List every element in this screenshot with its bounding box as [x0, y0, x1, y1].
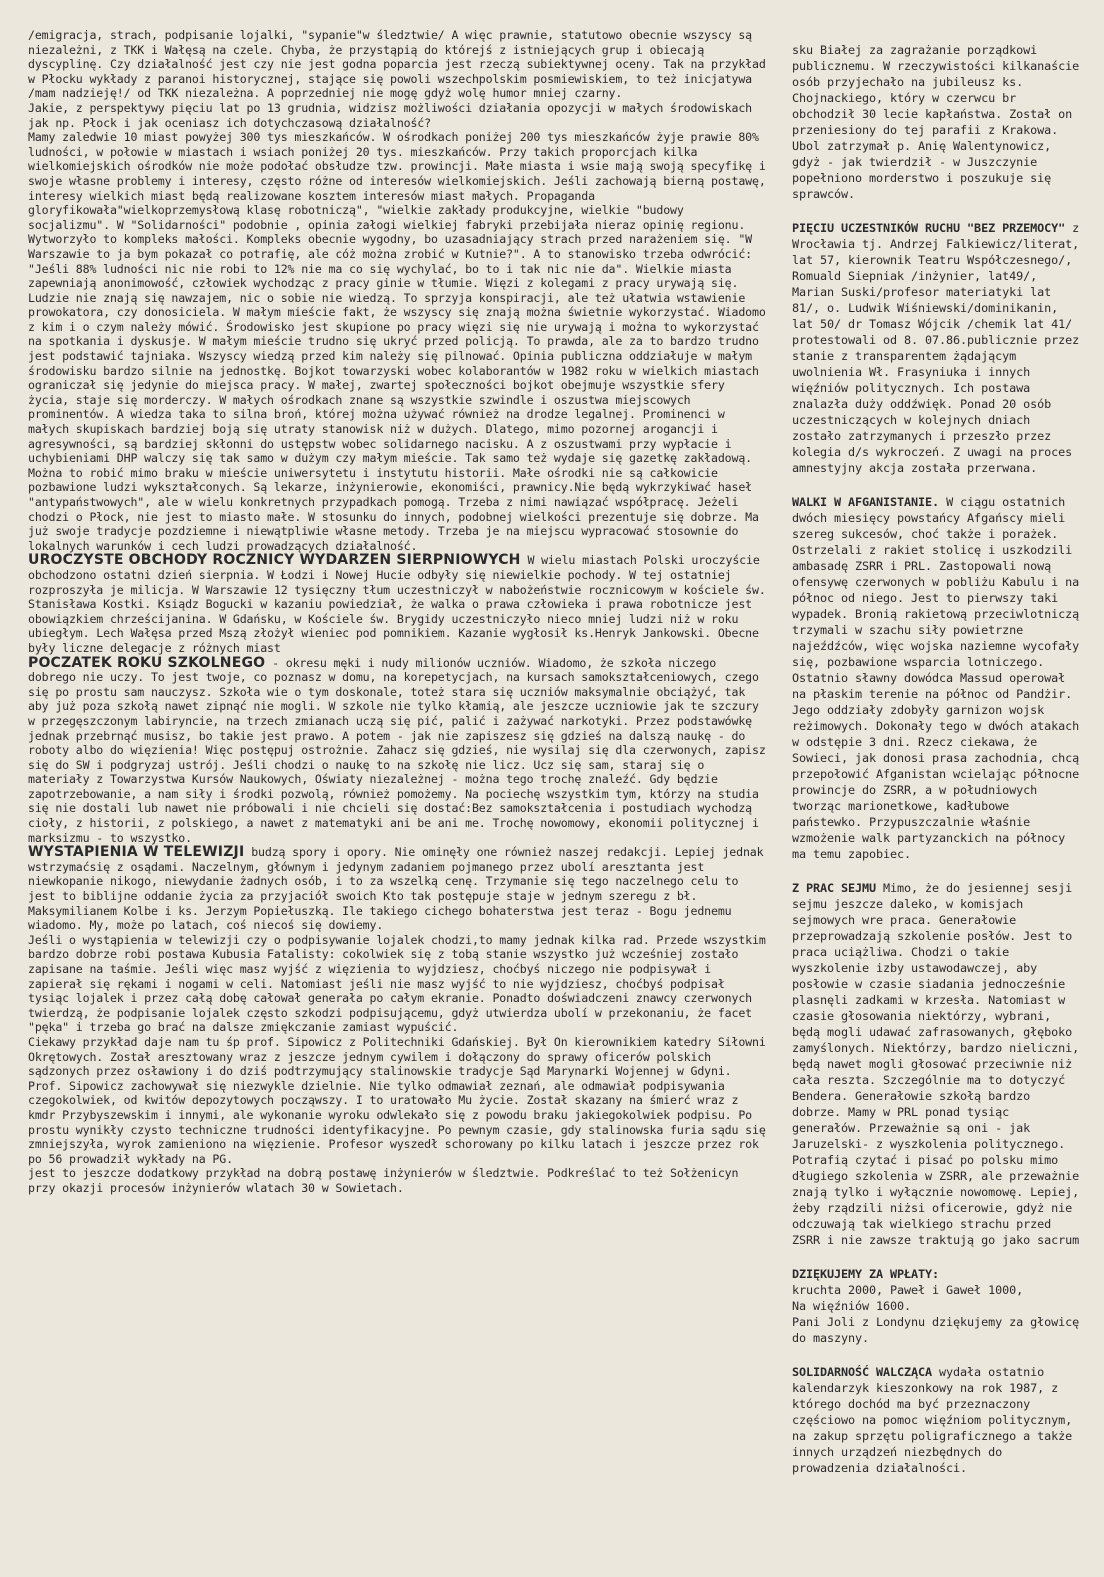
body-tv: budzą spory i opory. Nie ominęły one również naszej redakcji. Lepiej jednak wstrzymaćsię z osądami. Naczelnym, głównym i jedynym zadaniem pojmanego przez ubolí aresztanta jest niewkopanie nikogo, niewydanie żadnych osób, i to za wszelką cenę. Trzymanie się tego naczelnego celu to jest to biblijne oddanie życia za przyjaciół swoich Kto tak postępuje staje w jednym szeregu z bł. Maksymilianem Kolbe i ks. Jerzym Popiełuszką. Ile takiego cichego bohaterstwa jest teraz - Bogu jednemu wiadomo. My, może po latach, coś niecoś się dowiemy. [28, 845, 764, 933]
tv-paragraph-2: Jeśli o wystąpienia w telewizji czy o podpisywanie lojalek chodzi,to mamy jednak kilka rad. Przede wszystkim bardzo dobrze robi postawa Kubusia Fatalisty: cokolwiek się z tobą stanie wszystko już wcześniej zostało zapisane na taśmie. Jeśli więc masz wyjść z więzienia to wyjdziesz, choćbyś niczego nie podpisywał i zapierał się rękami i nogami w celi. Natomiast jeśli nie masz wyjść to nie wyjdziesz, choćbyś podpisał tysiąc lojalek i przez całą dobę całował generała po całym ekranie. Ponadto doświadczeni znawcy czerwonych twierdzą, że podpisanie lojalek często szkodzi podpisującemu, gdyż utwierdza ubolí w przekonaniu, że facet "pęka" i trzeba go brać na dalsze zmiękczanie zamiast wypuścić. [28, 932, 766, 1035]
left-column [28, 28, 768, 1196]
headline-bez-przemocy: PIĘCIU UCZESTNIKÓW RUCHU "BEZ PRZEMOCY" [792, 221, 1066, 235]
tv-paragraph-4: jest to jeszcze dodatkowy przykład na dobrą postawę inżynierów w śledztwie. Podkreślać to też Sołżenicyn przy okazji procesów inżynierów wlatach 30 w Sowietach. [28, 1166, 739, 1195]
body-afghanistan: W ciągu ostatnich dwóch miesięcy powstańcy Afgańscy mieli szereg sukcesów, choć także i porażek. Ostrzelali z rakiet stolicę i uszkodzili ambasadę ZSRR i PRL. Zastopowali nową ofensywę czerwonych w pobliżu Kabulu i na północ od niego. Jest to pierwszy taki wypadek. Bronią rakietową przeciwlotniczą trzymali w szachu siły powietrzne najeźdźców, więc wojska naziemne wycofały się, pozbawione wsparcia lotniczego. Ostatnio sławny dowódca Massud operował na płaskim terenie na północ od Pandżir. Jego oddziały zdobyły garnizon wojsk reżimowych. Dokonały tego w dwóch atakach w odstępie 3 dni. Rzecz ciekawa, że Sowieci, jak donosi prasa zachodnia, chcą przepołowić Afganistan wcielając północne prowincje do ZSRR, a w południowych tworząc marionetkowe, kadłubowe państewko. Przypuszczalnie właśnie wzmożenie walk partyzanckich na północy ma temu zapobiec. [792, 495, 1080, 861]
donation-line-1: kruchta 2000, Paweł i Gaweł 1000, [792, 1283, 1024, 1297]
article-sejm [792, 880, 1084, 1248]
donation-line-3: Pani Joli z Londynu dziękujemy za głowicę do maszyny. [792, 1315, 1080, 1345]
article-tv [28, 845, 768, 933]
headline-tv: WYSTAPIENIA W TELEWIZJI [28, 844, 245, 861]
continued-paragraph: sku Białej za zagrażanie porządkowi publicznemu. W rzeczywistości kilkanaście osób przyjechało na jubileusz ks. Chojnackiego, który w czerwcu br obchodził 30 lecie kapłaństwa. Został on przeniesiony do tej parafii z Krakowa. Ubol zatrzymał p. Anię Walentynowicz, gdyż - jak twierdził - w Juszczynie popełniono morderstwo i poszukuje się sprawców. [792, 43, 1080, 201]
body-bez-przemocy: z Wrocławia tj. Andrzej Falkiewicz/literat, lat 57, kierownik Teatru Współczesnego/, Romuald Siepniak /inżynier, lat49/, Marian Suski/profesor materiatyki lat 81/, o. Ludwik Wiśniewski/dominikanin, lat 50/ dr Tomasz Wójcik /chemik lat 41/ protestowali od 8. 07.86.publicznie przez stanie z transparentem żądającym uwolnienia Wł. Frasyniuka i innych więźniów politycznych. Ich postawa znalazła duży oddźwięk. Ponad 20 osób uczestniczących w kolejnych dniach zostało zatrzymanych i przeszło przez kolegia d/s wykroczeń. Z uwagi na proces amnestyjny akcja została przerwana. [792, 221, 1080, 475]
headline-anniversary: UROCZYSTE OBCHODY ROCZNICY WYDARZEN SIERPNIOWYCH [28, 552, 521, 569]
intro-paragraph: /emigracja, strach, podpisanie lojalki, "sypanie"w śledztwie/ A więc prawnie, statutowo obecnie wszyscy są niezależni, z TKK i Wałęsą na czele. Chyba, że przystąpią do którejś z istniejących grup i obiecają dyscyplinę. Czy działalność jest czy nie jest godna poparcia jest rzeczą subiektywnej oceny. Tak na przykład w Płocku wykłady z paranoi historycznej, stające się powoli wszechpolskim posmiewiskiem, to też inicjatywa /mam nadzieję!/ od TKK niezależna. A poprzedniej nie mogę gdyż wolę humor mniej czarny. [28, 28, 766, 101]
headline-donations: DZIĘKUJEMY ZA WPŁATY: [792, 1267, 940, 1281]
body-school-year: - okresu męki i nudy milionów uczniów. Wiadomo, że szkoła niczego dobrego nie uczy. To jest twoje, co poznasz w domu, na korepetycjach, na kursach samokształceniowych, czego się po prostu sam nauczysz. Szkoła wie o tym doskonale, toteż stara się uczniów maksymalnie obciążyć, tak aby już poza szkołą nawet zipnąć nie mogli. W szkole nie tylko kłamią, ale jeszcze uczniowie jak te szczury w przegęszczonym labiryncie, na trzech zmianach uczą się pić, palić i zażywać narkotyki. Przez podstawówkę jednak przebrnąć musisz, bo takie jest prawo. A potem - jak nie zapiszesz się gdzieś na dalszą naukę - do roboty albo do więzienia! Więc postępuj ostrożnie. Zahacz się gdzieś, nie wysilaj się dla czerwonych, zapisz się do SW i podgryzaj ustrój. Jeśli chodzi o naukę to na szkołę nie licz. Ucz się sam, staraj się o materiały z Towarzystwa Kursów Naukowych, Oświaty niezależnej - można tego trochę znaleźć. Gdy będzie zapotrzebowanie, a nam siły i środki pozwolą, również pomożemy. Na pociechę wszystkim tym, którzy na studia się nie dostali lub nawet nie próbowali i nie chcieli się dostać:Bez samokształcenia i postudiach wychodzą cioły, z historii, z polskiego, a nawet z matematyki ani be ani me. Trochę nowomowy, ekonomii politycznej i marksizmu - to wszystko. [28, 655, 766, 845]
headline-sejm: Z PRAC SEJMU [792, 881, 877, 895]
article-school-year [28, 656, 768, 846]
answer-paragraph: Mamy zaledwie 10 miast powyżej 300 tys mieszkańców. W ośrodkach poniżej 200 tys mieszkańców żyje prawie 80% ludności, w połowie w miastach i wsiach poniżej 20 tys. mieszkańców. Przy takich proporcjach kilka wielkomiejskich ośrodków nie może podołać obsłudze tzw. prowincji. Małe miasta i wsie mają swoją specyfikę i swoje własne problemy i interesy, często różne od interesów wielkomiejskich. Jeśli zachowają bierną postawę, interesy wielkich miast będą realizowane kosztem interesów miast małych. Propaganda gloryfikowała"wielkoprzemysłową klasę robotniczą", "wielkie zakłady produkcyjne, wielkie "budowy socjalizmu". W "Solidarności" podobnie , opinia załogi wielkiej fabryki przebijała nieraz opinię regionu. Wytworzyło to kompleks małości. Kompleks obecnie wygodny, bo uzasadniający strach przed narażeniem się. "W Warszawie to ja bym pokazał co potrafię, ale cóż można zrobić w Kutnie?". A to stanowisko trzeba odwrócić: "Jeśli 88% ludności nic nie robi to 12% nie ma co się wychylać, bo to i tak nic nie da". Wielkie miasta zapewniają anonimowość, człowiek wychodząc z pracy ginie w tłumie. Więzi z kolegami z pracy urywają się. Ludzie nie znają się nawzajem, nic o sobie nie wiedzą. To sprzyja konspiracji, ale też ułatwia wstawienie prowokatora, czy donosiciela. W małym mieście fakt, że wszyscy się znają można świetnie wykorzystać. Wiadomo z kim i o czym należy mówić. Środowisko jest skupione po pracy więzi się nie urywają i można to wykorzystać na spotkania i dyskusje. W małym mieście trudno się ukryć przed policją. To prawda, ale za to bardzo trudno jest podstawić tajniaka. Wszyscy wiedzą przed kim należy się pilnować. Opinia publiczna oddziałuje w małym środowisku bardzo silnie na jednostkę. Bojkot towarzyski wobec kolaborantów w 1982 roku w wielkich miastach ograniczał się jedynie do miejsca pracy. W małej, zwartej społeczności bojkot obejmuje wszystkie sfery życia, staje się morderczy. W małych ośrodkach znane są wszystkie szwindle i oszustwa miejscowych prominentów. A wiedza taka to silna broń, której można używać również na drodze legalnej. Prominenci w małych skupiskach bardziej boją się utraty stanowisk niż w dużych. Dlatego, mimo pozornej arogancji i agresywności, są bardziej skłonni do ustępstw wobec solidarnego nacisku. A z oszustwami przy wypłacie i uchybieniami DHP walczy się tak samo w dużym czy małym mieście. Tak samo też wydaje się gazetkę zakładową. Można to robić mimo braku w mieście uniwersytetu i instytutu historii. Małe ośrodki nie są całkowicie pozbawione ludzi wykształconych. Są lekarze, inżynierowie, ekonomiści, prawnicy.Nie będą wykrzykiwać haseł "antypaństwowych", ale w wielu konkretnych przypadkach pomogą. Trzeba z nimi nawiązać współpracę. Jeżeli chodzi o Płock, nie jest to miasto małe. W stosunku do innych, podobnej wielkości prezentuje się dobrze. Ma już swoje tradycje pozdziemne i niewątpliwie własne metody. Trzeba je na miejscu wypracować stosownie do lokalnych warunków i cech ludzi prowadzących działalność. [28, 130, 766, 553]
question-paragraph: Jakie, z perspektywy pięciu lat po 13 grudnia, widzisz możliwości działania opozycji w małych środowiskach jak np. Płock i jak oceniasz ich dotychczasową działalność? [28, 100, 752, 130]
article-afghanistan [792, 494, 1084, 862]
headline-school-year: POCZATEK ROKU SZKOLNEGO [28, 654, 266, 671]
tv-paragraph-3: Ciekawy przykład daje nam tu śp prof. Sipowicz z Politechniki Gdańskiej. Był On kierownikiem katedry Siłowni Okrętowych. Został aresztowany wraz z jeszcze jednym cywilem i dołączony do sprawy oficerów polskich sądzonych przez osławiony i do dziś podtrzymujący stalinowskie tradycje Sąd Marynarki Wojennej w Gdyni. Prof. Sipowicz zachowywał się niezwykle dzielnie. Nie tylko odmawiał zeznań, ale odmawiał podpisywania czegokolwiek, od kwitów depozytowych począwszy. I to uratowało Mu życie. Został skazany na śmierć wraz z kmdr Przybyszewskim i innymi, ale wykonanie wyroku odwlekało się z powodu braku jakiegokolwiek podpisu. Po prostu wynikły czysto techniczne trudności identyfikacyjne. Po pewnym czasie, gdy stalinowska furia sądu się zmniejszyła, wyrok zamieniono na więzienie. Profesor wyszedł schorowany po kilku latach i jeszcze przez rok po 56 prowadził wykłady na PG. [28, 1034, 766, 1166]
article-solidarnosc-walczaca [792, 1364, 1084, 1476]
body-sejm: Mimo, że do jesiennej sesji sejmu jeszcze daleko, w komisjach sejmowych wre praca. Generałowie przeprowadzają szkolenie posłów. Jest to praca uciążliwa. Chodzi o takie wyszkolenie izby ustawodawczej, aby posłowie w czasie siadania jednocześnie plasnęli zadkami w krzesła. Natomiast w czasie głosowania niektórzy, wybrani, będą mogli udawać zafrasowanych, głęboko zamyślonych. Niektórzy, bardzo nieliczni, będą nawet mogli głosować przeciwnie niż cała reszta. Szczególnie ma to dotyczyć Bendera. Generałowie szkołą bardzo dobrze. Mamy w PRL ponad tysiąc generałów. Przeważnie są oni - jak Jaruzelski- z wyszkolenia politycznego. Potrafią czytać i pisać po polsku mimo długiego szkolenia w ZSRR, ale przeważnie znają tylko i wyłącznie nowomowę. Lepiej, żeby rządzili niżsi oficerowie, gdyż nie odczuwają tak wielkiego strachu przed ZSRR i nie zawsze traktują go jako sacrum [792, 881, 1080, 1247]
article-bez-przemocy [792, 220, 1084, 476]
article-donations [792, 1266, 1084, 1346]
headline-solidarnosc-walczaca: SOLIDARNOŚĆ WALCZĄCA [792, 1365, 933, 1379]
donation-line-2: Na więźniów 1600. [792, 1299, 912, 1313]
right-column [792, 42, 1084, 1476]
body-solidarnosc-walczaca: wydała ostatnio kalendarzyk kieszonkowy na rok 1987, z którego dochód ma być przeznaczony częściowo na pomoc więźniom politycznym, na zakup sprzętu poligraficznego a także innych urządzeń niezbędnych do prowadzenia działalności. [792, 1365, 1073, 1475]
headline-afghanistan: WALKI W AFGANISTANIE. [792, 495, 940, 509]
article-anniversary [28, 553, 768, 655]
body-anniversary: W wielu miastach Polski uroczyście obchodzono ostatni dzień sierpnia. W Łodzi i Nowej Hucie odbyły się niewielkie pochody. W tej ostatniej rozproszyła je milicja. W Warszawie 12 tysięczny tłum uczestniczył w nabożeństwie rocznicowym w kościele św. Stanisława Kostki. Ksiądz Bogucki w kazaniu powiedział, że walka o prawa człowieka i prawa robotnicze jest obowiązkiem chrześcijanina. W Gdańsku, w Kościele św. Brygidy uczestniczyło nieco mniej ludzi niż w roku ubiegłym. Lech Wałęsa przed Mszą złożył wieniec pod pomnikiem. Kazanie wygłosił ks.Henryk Jankowski. Obecne były liczne delegacje z różnych miast [28, 553, 766, 655]
